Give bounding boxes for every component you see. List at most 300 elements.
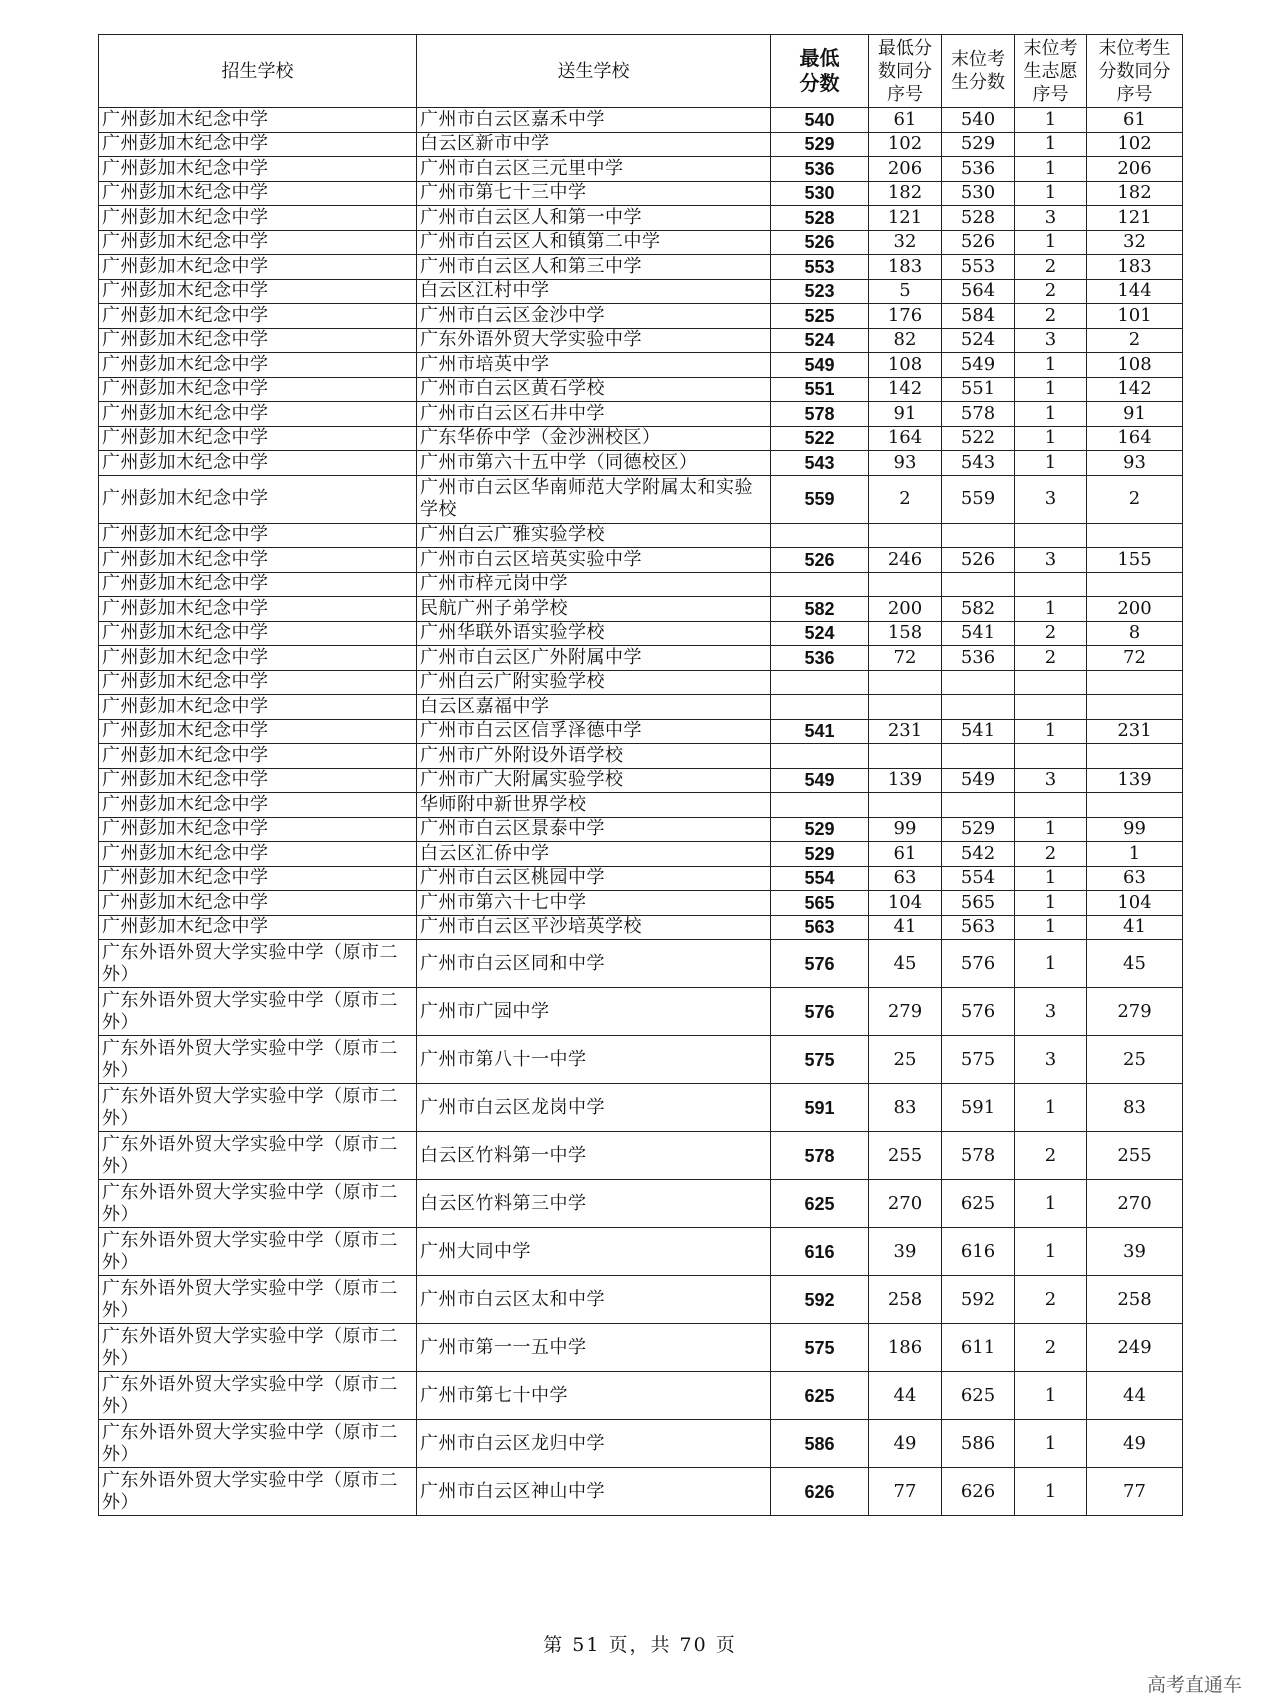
cell-recruit-school: 广东外语外贸大学实验中学（原市二外） [99, 1036, 417, 1084]
cell-min-score-rank [869, 793, 942, 818]
cell-min-score: 591 [771, 1084, 869, 1132]
cell-sending-school: 广州市白云区石井中学 [417, 402, 771, 427]
cell-min-score-rank: 183 [869, 255, 942, 280]
cell-sending-school: 白云区嘉福中学 [417, 695, 771, 720]
cell-last-rank [1087, 572, 1183, 597]
cell-sending-school: 广州市白云区神山中学 [417, 1468, 771, 1516]
cell-sending-school: 广州市白云区桃园中学 [417, 866, 771, 891]
cell-sending-school: 广州市广园中学 [417, 988, 771, 1036]
cell-recruit-school: 广州彭加木纪念中学 [99, 719, 417, 744]
cell-min-score-rank: 83 [869, 1084, 942, 1132]
cell-min-score-rank: 206 [869, 157, 942, 182]
cell-last-rank: 77 [1087, 1468, 1183, 1516]
cell-recruit-school: 广州彭加木纪念中学 [99, 255, 417, 280]
cell-last-rank: 182 [1087, 181, 1183, 206]
cell-last-rank: 144 [1087, 279, 1183, 304]
cell-min-score-rank: 72 [869, 646, 942, 671]
cell-min-score-rank: 270 [869, 1180, 942, 1228]
cell-last-rank: 63 [1087, 866, 1183, 891]
cell-sending-school: 广州市广外附设外语学校 [417, 744, 771, 769]
cell-last-rank [1087, 670, 1183, 695]
cell-last-preference: 3 [1015, 328, 1087, 353]
cell-sending-school: 广州白云广附实验学校 [417, 670, 771, 695]
cell-last-score: 553 [942, 255, 1015, 280]
cell-last-preference: 3 [1015, 548, 1087, 573]
cell-min-score: 616 [771, 1228, 869, 1276]
cell-last-rank [1087, 793, 1183, 818]
cell-min-score: 549 [771, 353, 869, 378]
cell-min-score [771, 670, 869, 695]
cell-last-preference: 2 [1015, 842, 1087, 867]
cell-min-score: 559 [771, 475, 869, 523]
table-row [99, 1228, 1183, 1276]
table-row [99, 353, 1183, 378]
cell-last-score [942, 744, 1015, 769]
cell-min-score-rank: 186 [869, 1324, 942, 1372]
cell-min-score-rank: 49 [869, 1420, 942, 1468]
cell-min-score-rank: 32 [869, 230, 942, 255]
cell-last-preference: 1 [1015, 817, 1087, 842]
cell-min-score: 582 [771, 597, 869, 622]
cell-last-rank: 2 [1087, 328, 1183, 353]
cell-min-score-rank: 231 [869, 719, 942, 744]
cell-min-score: 522 [771, 426, 869, 451]
cell-min-score-rank: 158 [869, 621, 942, 646]
cell-min-score: 523 [771, 279, 869, 304]
cell-sending-school: 广州市白云区人和第一中学 [417, 206, 771, 231]
cell-last-preference: 1 [1015, 230, 1087, 255]
cell-last-score: 540 [942, 108, 1015, 133]
table-row [99, 279, 1183, 304]
cell-last-rank: 183 [1087, 255, 1183, 280]
cell-last-preference: 2 [1015, 255, 1087, 280]
cell-recruit-school: 广州彭加木纪念中学 [99, 157, 417, 182]
cell-min-score: 529 [771, 817, 869, 842]
cell-recruit-school: 广州彭加木纪念中学 [99, 279, 417, 304]
cell-sending-school: 广州市第七十三中学 [417, 181, 771, 206]
cell-min-score-rank: 2 [869, 475, 942, 523]
cell-min-score: 541 [771, 719, 869, 744]
cell-sending-school: 广州市白云区平沙培英学校 [417, 915, 771, 940]
cell-last-rank: 1 [1087, 842, 1183, 867]
cell-min-score: 576 [771, 988, 869, 1036]
cell-last-preference: 1 [1015, 1420, 1087, 1468]
table-row [99, 1180, 1183, 1228]
cell-last-preference: 1 [1015, 451, 1087, 476]
cell-min-score-rank: 5 [869, 279, 942, 304]
cell-last-rank: 255 [1087, 1132, 1183, 1180]
cell-min-score: 592 [771, 1276, 869, 1324]
cell-sending-school: 广州市培英中学 [417, 353, 771, 378]
cell-last-score: 563 [942, 915, 1015, 940]
cell-sending-school: 民航广州子弟学校 [417, 597, 771, 622]
cell-min-score-rank: 25 [869, 1036, 942, 1084]
cell-last-rank: 155 [1087, 548, 1183, 573]
cell-recruit-school: 广州彭加木纪念中学 [99, 670, 417, 695]
cell-min-score: 576 [771, 940, 869, 988]
cell-sending-school: 广州市白云区龙归中学 [417, 1420, 771, 1468]
cell-last-preference: 1 [1015, 891, 1087, 916]
table-header-row [99, 35, 1183, 108]
cell-sending-school: 广州市白云区信孚泽德中学 [417, 719, 771, 744]
cell-last-preference [1015, 695, 1087, 720]
cell-last-preference: 2 [1015, 1276, 1087, 1324]
cell-last-preference: 1 [1015, 866, 1087, 891]
table-row [99, 744, 1183, 769]
cell-sending-school: 白云区竹料第一中学 [417, 1132, 771, 1180]
cell-sending-school: 白云区江村中学 [417, 279, 771, 304]
cell-min-score-rank: 246 [869, 548, 942, 573]
cell-min-score-rank: 164 [869, 426, 942, 451]
table-row [99, 108, 1183, 133]
cell-recruit-school: 广州彭加木纪念中学 [99, 572, 417, 597]
table-row [99, 572, 1183, 597]
cell-last-rank: 101 [1087, 304, 1183, 329]
cell-min-score-rank: 139 [869, 768, 942, 793]
cell-last-rank: 200 [1087, 597, 1183, 622]
cell-min-score: 549 [771, 768, 869, 793]
cell-sending-school: 广州市白云区景泰中学 [417, 817, 771, 842]
cell-min-score-rank: 39 [869, 1228, 942, 1276]
cell-last-preference: 2 [1015, 304, 1087, 329]
cell-sending-school: 广州市白云区金沙中学 [417, 304, 771, 329]
cell-min-score-rank: 61 [869, 108, 942, 133]
table-row [99, 670, 1183, 695]
admission-score-table [98, 34, 1183, 1516]
cell-min-score-rank: 82 [869, 328, 942, 353]
cell-last-score [942, 670, 1015, 695]
cell-last-score: 576 [942, 940, 1015, 988]
cell-last-score: 543 [942, 451, 1015, 476]
page-footer: 第 51 页，共 70 页 [543, 1634, 737, 1656]
cell-sending-school: 华师附中新世界学校 [417, 793, 771, 818]
cell-min-score-rank [869, 695, 942, 720]
cell-last-preference: 1 [1015, 597, 1087, 622]
header-min-score-rank: 最低分 数同分 序号 [869, 35, 942, 108]
table-row [99, 206, 1183, 231]
cell-last-rank: 45 [1087, 940, 1183, 988]
cell-recruit-school: 广东外语外贸大学实验中学（原市二外） [99, 1372, 417, 1420]
cell-recruit-school: 广东外语外贸大学实验中学（原市二外） [99, 1180, 417, 1228]
cell-min-score [771, 793, 869, 818]
cell-recruit-school: 广州彭加木纪念中学 [99, 108, 417, 133]
cell-min-score: 625 [771, 1372, 869, 1420]
cell-last-score: 549 [942, 768, 1015, 793]
table-row [99, 842, 1183, 867]
cell-min-score: 578 [771, 402, 869, 427]
cell-last-rank: 164 [1087, 426, 1183, 451]
table-row [99, 1468, 1183, 1516]
cell-sending-school: 广州市第八十一中学 [417, 1036, 771, 1084]
cell-min-score-rank: 99 [869, 817, 942, 842]
cell-min-score-rank: 176 [869, 304, 942, 329]
cell-recruit-school: 广东外语外贸大学实验中学（原市二外） [99, 1324, 417, 1372]
cell-recruit-school: 广州彭加木纪念中学 [99, 181, 417, 206]
cell-last-preference: 1 [1015, 181, 1087, 206]
cell-last-preference: 1 [1015, 1228, 1087, 1276]
table-row [99, 793, 1183, 818]
cell-min-score-rank: 102 [869, 132, 942, 157]
cell-last-rank: 61 [1087, 108, 1183, 133]
cell-min-score: 536 [771, 646, 869, 671]
table-row [99, 597, 1183, 622]
cell-sending-school: 广州华联外语实验学校 [417, 621, 771, 646]
cell-sending-school: 白云区竹料第三中学 [417, 1180, 771, 1228]
cell-last-rank: 39 [1087, 1228, 1183, 1276]
cell-last-score: 529 [942, 817, 1015, 842]
cell-min-score-rank: 77 [869, 1468, 942, 1516]
cell-last-score: 586 [942, 1420, 1015, 1468]
cell-min-score-rank: 91 [869, 402, 942, 427]
cell-sending-school: 广州市白云区华南师范大学附属太和实验学校 [417, 475, 771, 523]
cell-last-rank: 231 [1087, 719, 1183, 744]
cell-last-rank: 41 [1087, 915, 1183, 940]
cell-last-preference: 3 [1015, 1036, 1087, 1084]
cell-recruit-school: 广东外语外贸大学实验中学（原市二外） [99, 940, 417, 988]
cell-last-preference: 1 [1015, 353, 1087, 378]
cell-recruit-school: 广东外语外贸大学实验中学（原市二外） [99, 1228, 417, 1276]
cell-last-rank: 83 [1087, 1084, 1183, 1132]
cell-sending-school: 广州市白云区三元里中学 [417, 157, 771, 182]
cell-last-score: 551 [942, 377, 1015, 402]
table-row [99, 695, 1183, 720]
cell-min-score: 578 [771, 1132, 869, 1180]
cell-min-score-rank [869, 572, 942, 597]
cell-last-rank: 104 [1087, 891, 1183, 916]
cell-min-score: 543 [771, 451, 869, 476]
cell-last-score: 541 [942, 719, 1015, 744]
cell-last-preference [1015, 572, 1087, 597]
cell-min-score [771, 572, 869, 597]
cell-sending-school: 广州市白云区嘉禾中学 [417, 108, 771, 133]
cell-last-preference: 1 [1015, 157, 1087, 182]
cell-last-preference: 1 [1015, 426, 1087, 451]
cell-last-score: 625 [942, 1372, 1015, 1420]
cell-last-score [942, 572, 1015, 597]
table-row [99, 915, 1183, 940]
cell-recruit-school: 广州彭加木纪念中学 [99, 426, 417, 451]
cell-sending-school: 广州市白云区广外附属中学 [417, 646, 771, 671]
cell-min-score-rank: 258 [869, 1276, 942, 1324]
cell-last-rank: 121 [1087, 206, 1183, 231]
cell-last-score: 564 [942, 279, 1015, 304]
cell-min-score: 586 [771, 1420, 869, 1468]
cell-recruit-school: 广东外语外贸大学实验中学（原市二外） [99, 1132, 417, 1180]
cell-last-rank: 99 [1087, 817, 1183, 842]
cell-last-preference: 2 [1015, 1324, 1087, 1372]
cell-sending-school: 广州市白云区人和第三中学 [417, 255, 771, 280]
cell-last-score: 592 [942, 1276, 1015, 1324]
table-row [99, 646, 1183, 671]
cell-last-preference: 2 [1015, 279, 1087, 304]
cell-last-score: 530 [942, 181, 1015, 206]
cell-recruit-school: 广州彭加木纪念中学 [99, 744, 417, 769]
table-row [99, 328, 1183, 353]
cell-last-score: 554 [942, 866, 1015, 891]
cell-last-score: 542 [942, 842, 1015, 867]
cell-sending-school: 广东外语外贸大学实验中学 [417, 328, 771, 353]
cell-last-preference: 3 [1015, 206, 1087, 231]
cell-recruit-school: 广州彭加木纪念中学 [99, 842, 417, 867]
cell-sending-school: 白云区新市中学 [417, 132, 771, 157]
cell-last-score: 578 [942, 402, 1015, 427]
cell-recruit-school: 广东外语外贸大学实验中学（原市二外） [99, 1420, 417, 1468]
cell-min-score-rank: 104 [869, 891, 942, 916]
cell-recruit-school: 广州彭加木纪念中学 [99, 377, 417, 402]
cell-last-rank: 32 [1087, 230, 1183, 255]
cell-min-score [771, 695, 869, 720]
table-row [99, 475, 1183, 523]
cell-last-preference: 2 [1015, 646, 1087, 671]
cell-recruit-school: 广东外语外贸大学实验中学（原市二外） [99, 988, 417, 1036]
cell-min-score: 554 [771, 866, 869, 891]
cell-last-preference: 2 [1015, 1132, 1087, 1180]
cell-min-score: 553 [771, 255, 869, 280]
cell-last-score: 526 [942, 230, 1015, 255]
table-row [99, 181, 1183, 206]
cell-last-rank: 2 [1087, 475, 1183, 523]
cell-min-score-rank: 44 [869, 1372, 942, 1420]
table-row [99, 230, 1183, 255]
cell-last-score: 536 [942, 646, 1015, 671]
cell-last-score: 529 [942, 132, 1015, 157]
table-row [99, 1372, 1183, 1420]
cell-last-rank [1087, 744, 1183, 769]
table-row [99, 1276, 1183, 1324]
cell-min-score-rank: 182 [869, 181, 942, 206]
cell-last-score: 524 [942, 328, 1015, 353]
cell-last-preference [1015, 523, 1087, 548]
cell-sending-school: 广州市第一一五中学 [417, 1324, 771, 1372]
header-last-preference: 末位考 生志愿 序号 [1015, 35, 1087, 108]
cell-min-score-rank [869, 670, 942, 695]
cell-last-score: 616 [942, 1228, 1015, 1276]
cell-min-score: 626 [771, 1468, 869, 1516]
table-row [99, 255, 1183, 280]
cell-recruit-school: 广州彭加木纪念中学 [99, 353, 417, 378]
cell-min-score: 524 [771, 328, 869, 353]
table-row [99, 1084, 1183, 1132]
cell-recruit-school: 广州彭加木纪念中学 [99, 328, 417, 353]
cell-last-score: 565 [942, 891, 1015, 916]
cell-last-score: 536 [942, 157, 1015, 182]
cell-last-rank: 258 [1087, 1276, 1183, 1324]
cell-sending-school: 广州市白云区同和中学 [417, 940, 771, 988]
cell-min-score-rank: 108 [869, 353, 942, 378]
cell-last-score [942, 523, 1015, 548]
cell-last-preference: 1 [1015, 915, 1087, 940]
table-row [99, 940, 1183, 988]
cell-sending-school: 广州市白云区黄石学校 [417, 377, 771, 402]
table-row [99, 157, 1183, 182]
cell-min-score-rank: 41 [869, 915, 942, 940]
cell-min-score: 530 [771, 181, 869, 206]
cell-recruit-school: 广州彭加木纪念中学 [99, 891, 417, 916]
cell-min-score: 551 [771, 377, 869, 402]
cell-min-score: 575 [771, 1036, 869, 1084]
cell-last-preference: 1 [1015, 719, 1087, 744]
table-row [99, 988, 1183, 1036]
cell-min-score: 536 [771, 157, 869, 182]
cell-last-preference: 1 [1015, 108, 1087, 133]
table-row [99, 304, 1183, 329]
cell-min-score-rank [869, 744, 942, 769]
cell-last-score: 625 [942, 1180, 1015, 1228]
table-row [99, 523, 1183, 548]
cell-recruit-school: 广州彭加木纪念中学 [99, 523, 417, 548]
cell-last-rank: 270 [1087, 1180, 1183, 1228]
cell-min-score: 529 [771, 842, 869, 867]
cell-min-score [771, 744, 869, 769]
cell-last-rank: 249 [1087, 1324, 1183, 1372]
cell-min-score: 563 [771, 915, 869, 940]
cell-recruit-school: 广东外语外贸大学实验中学（原市二外） [99, 1468, 417, 1516]
cell-last-preference: 1 [1015, 132, 1087, 157]
cell-recruit-school: 广州彭加木纪念中学 [99, 646, 417, 671]
cell-min-score: 528 [771, 206, 869, 231]
cell-last-rank: 72 [1087, 646, 1183, 671]
cell-recruit-school: 广州彭加木纪念中学 [99, 402, 417, 427]
cell-last-preference [1015, 670, 1087, 695]
cell-min-score-rank: 142 [869, 377, 942, 402]
table-row [99, 548, 1183, 573]
cell-last-rank [1087, 695, 1183, 720]
cell-recruit-school: 广州彭加木纪念中学 [99, 915, 417, 940]
cell-last-rank: 8 [1087, 621, 1183, 646]
cell-sending-school: 广州市广大附属实验学校 [417, 768, 771, 793]
cell-min-score-rank: 121 [869, 206, 942, 231]
cell-recruit-school: 广州彭加木纪念中学 [99, 230, 417, 255]
cell-sending-school: 广州市第六十五中学（同德校区） [417, 451, 771, 476]
cell-sending-school: 广州市白云区龙岗中学 [417, 1084, 771, 1132]
cell-last-preference [1015, 744, 1087, 769]
cell-min-score: 575 [771, 1324, 869, 1372]
cell-last-score: 582 [942, 597, 1015, 622]
cell-last-preference: 1 [1015, 1180, 1087, 1228]
cell-last-preference: 2 [1015, 621, 1087, 646]
cell-recruit-school: 广东外语外贸大学实验中学（原市二外） [99, 1084, 417, 1132]
cell-min-score-rank: 200 [869, 597, 942, 622]
cell-recruit-school: 广州彭加木纪念中学 [99, 817, 417, 842]
cell-last-preference: 1 [1015, 377, 1087, 402]
cell-min-score-rank: 61 [869, 842, 942, 867]
cell-last-rank: 102 [1087, 132, 1183, 157]
cell-last-preference: 3 [1015, 988, 1087, 1036]
cell-last-rank: 108 [1087, 353, 1183, 378]
cell-min-score: 529 [771, 132, 869, 157]
header-min-score: 最低 分数 [771, 35, 869, 108]
table-row [99, 768, 1183, 793]
cell-recruit-school: 广州彭加木纪念中学 [99, 548, 417, 573]
table-row [99, 426, 1183, 451]
cell-last-score: 522 [942, 426, 1015, 451]
header-last-score: 末位考 生分数 [942, 35, 1015, 108]
cell-last-score: 559 [942, 475, 1015, 523]
cell-last-score: 526 [942, 548, 1015, 573]
cell-last-score: 576 [942, 988, 1015, 1036]
cell-last-rank: 93 [1087, 451, 1183, 476]
cell-sending-school: 广州市第七十中学 [417, 1372, 771, 1420]
cell-recruit-school: 广州彭加木纪念中学 [99, 304, 417, 329]
cell-last-rank: 139 [1087, 768, 1183, 793]
cell-last-rank: 25 [1087, 1036, 1183, 1084]
cell-last-rank: 49 [1087, 1420, 1183, 1468]
table-body [99, 108, 1183, 1516]
cell-recruit-school: 广州彭加木纪念中学 [99, 206, 417, 231]
cell-sending-school: 广州白云广雅实验学校 [417, 523, 771, 548]
cell-last-preference: 1 [1015, 402, 1087, 427]
cell-sending-school: 广州市白云区太和中学 [417, 1276, 771, 1324]
